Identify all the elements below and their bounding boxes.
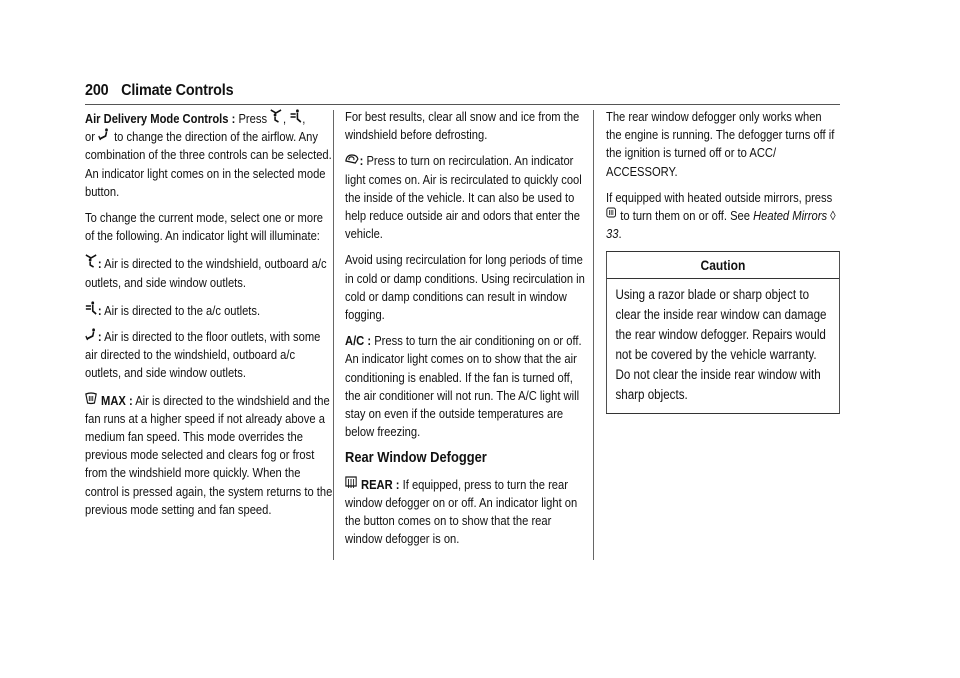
paragraph <box>85 328 333 383</box>
paragraph <box>345 152 586 243</box>
text: , <box>302 111 306 126</box>
text: . <box>618 226 622 242</box>
paragraph <box>85 391 333 519</box>
text: Air is directed to the a/c outlets. <box>104 302 261 318</box>
paragraph: The rear window defogger only works when the engine is running. The defogger turns off if the ignition is turned off or to ACC/ ACCESSORY. <box>606 109 835 179</box>
label: A/C : <box>345 333 372 349</box>
vent-icon <box>85 300 97 320</box>
text: to change the direction of the airflow. Any combination of the three controls can be selected. An indicator light comes on in the selected mode button. <box>85 129 332 199</box>
caution-body: Using a razor blade or sharp object to clear the inside rear window can damage the rear window defogger. Repairs would not be covered by the vehicle warranty. Do not clear the inside rear window with sharp objects. <box>615 286 827 402</box>
text: Press to turn on recirculation. An indicator light comes on. Air is recirculated to quickly cool the inside of the vehicle. It can also be used to help reduce outside air and odors that enter the vehicle. <box>345 153 582 242</box>
paragraph <box>345 476 586 549</box>
text: Press <box>238 111 268 126</box>
caution-box <box>606 251 840 413</box>
section-title: Climate Controls <box>121 82 234 99</box>
floor-icon <box>85 328 97 346</box>
label: : <box>97 256 102 272</box>
column-divider-1 <box>333 110 334 560</box>
paragraph <box>345 332 586 441</box>
paragraph: For best results, clear all snow and ice from the windshield before defrosting. <box>345 109 580 143</box>
header-rule <box>85 104 840 105</box>
page-ref-arrow: ◊ <box>830 208 836 224</box>
text: to turn them on or off. See <box>620 208 750 224</box>
mode-controls-label: Air Delivery Mode Controls : <box>85 111 236 126</box>
paragraph: To change the current mode, select one or more of the following. An indicator light will illuminate: <box>85 210 324 244</box>
text: Air is directed to the floor outlets, with some air directed to the windshield, outboard a/c outlets, and side window outlets. <box>85 329 321 381</box>
section-heading: Rear Window Defogger <box>345 449 487 467</box>
page-number: 200 <box>85 82 109 99</box>
label: MAX : <box>101 392 133 408</box>
paragraph <box>85 108 333 201</box>
label: : <box>97 302 102 318</box>
label: : <box>359 153 364 169</box>
recirculation-icon <box>345 152 359 170</box>
floor-icon <box>98 128 110 146</box>
column-divider-2 <box>593 110 594 560</box>
label: REAR : <box>361 476 400 492</box>
column-3 <box>606 108 840 414</box>
page-header <box>85 82 233 100</box>
max-defrost-icon <box>85 391 97 410</box>
text: If equipped, press to turn the rear window defogger on or off. An indicator light on the button comes on to show that the rear window defogger is on. <box>345 476 578 547</box>
paragraph: Avoid using recirculation for long periods of time in cold or damp conditions. Using recirculation in cold or damp conditions can result in window fogging. <box>345 252 585 323</box>
page-ref[interactable]: 33 <box>606 226 619 242</box>
text: Air is directed to the windshield, outboard a/c outlets, and side window outlets. <box>85 256 327 290</box>
heated-mirror-icon <box>606 207 616 225</box>
defrost-floor-icon <box>85 253 97 273</box>
paragraph <box>85 300 333 320</box>
column-1 <box>85 108 333 527</box>
text: , <box>283 111 287 126</box>
caution-title: Caution <box>607 252 839 278</box>
cross-reference[interactable]: Heated Mirrors <box>753 208 828 224</box>
vent-icon <box>289 108 301 128</box>
rear-defog-icon <box>345 476 357 494</box>
text: Air is directed to the windshield and the fan runs at a higher speed if not already above a medium fan speed. This mode overrides the previous mode selected and clears fog or frost from the windshield more quickly. When the control is pressed again, the system returns to the previous mode setting and fan speed. <box>85 392 333 517</box>
text: If equipped with heated outside mirrors, press <box>606 189 833 205</box>
paragraph <box>606 189 840 244</box>
column-2 <box>345 108 586 556</box>
defrost-floor-icon <box>270 108 282 128</box>
label: : <box>97 329 102 345</box>
text: or <box>85 129 95 145</box>
paragraph <box>85 253 333 291</box>
text: Press to turn the air conditioning on or off. An indicator light comes on to show that the air conditioning is enabled. If the fan is turned off, the air conditioner will not run. The A/C light will stay on even if the outside temperatures are below freezing. <box>345 333 582 440</box>
